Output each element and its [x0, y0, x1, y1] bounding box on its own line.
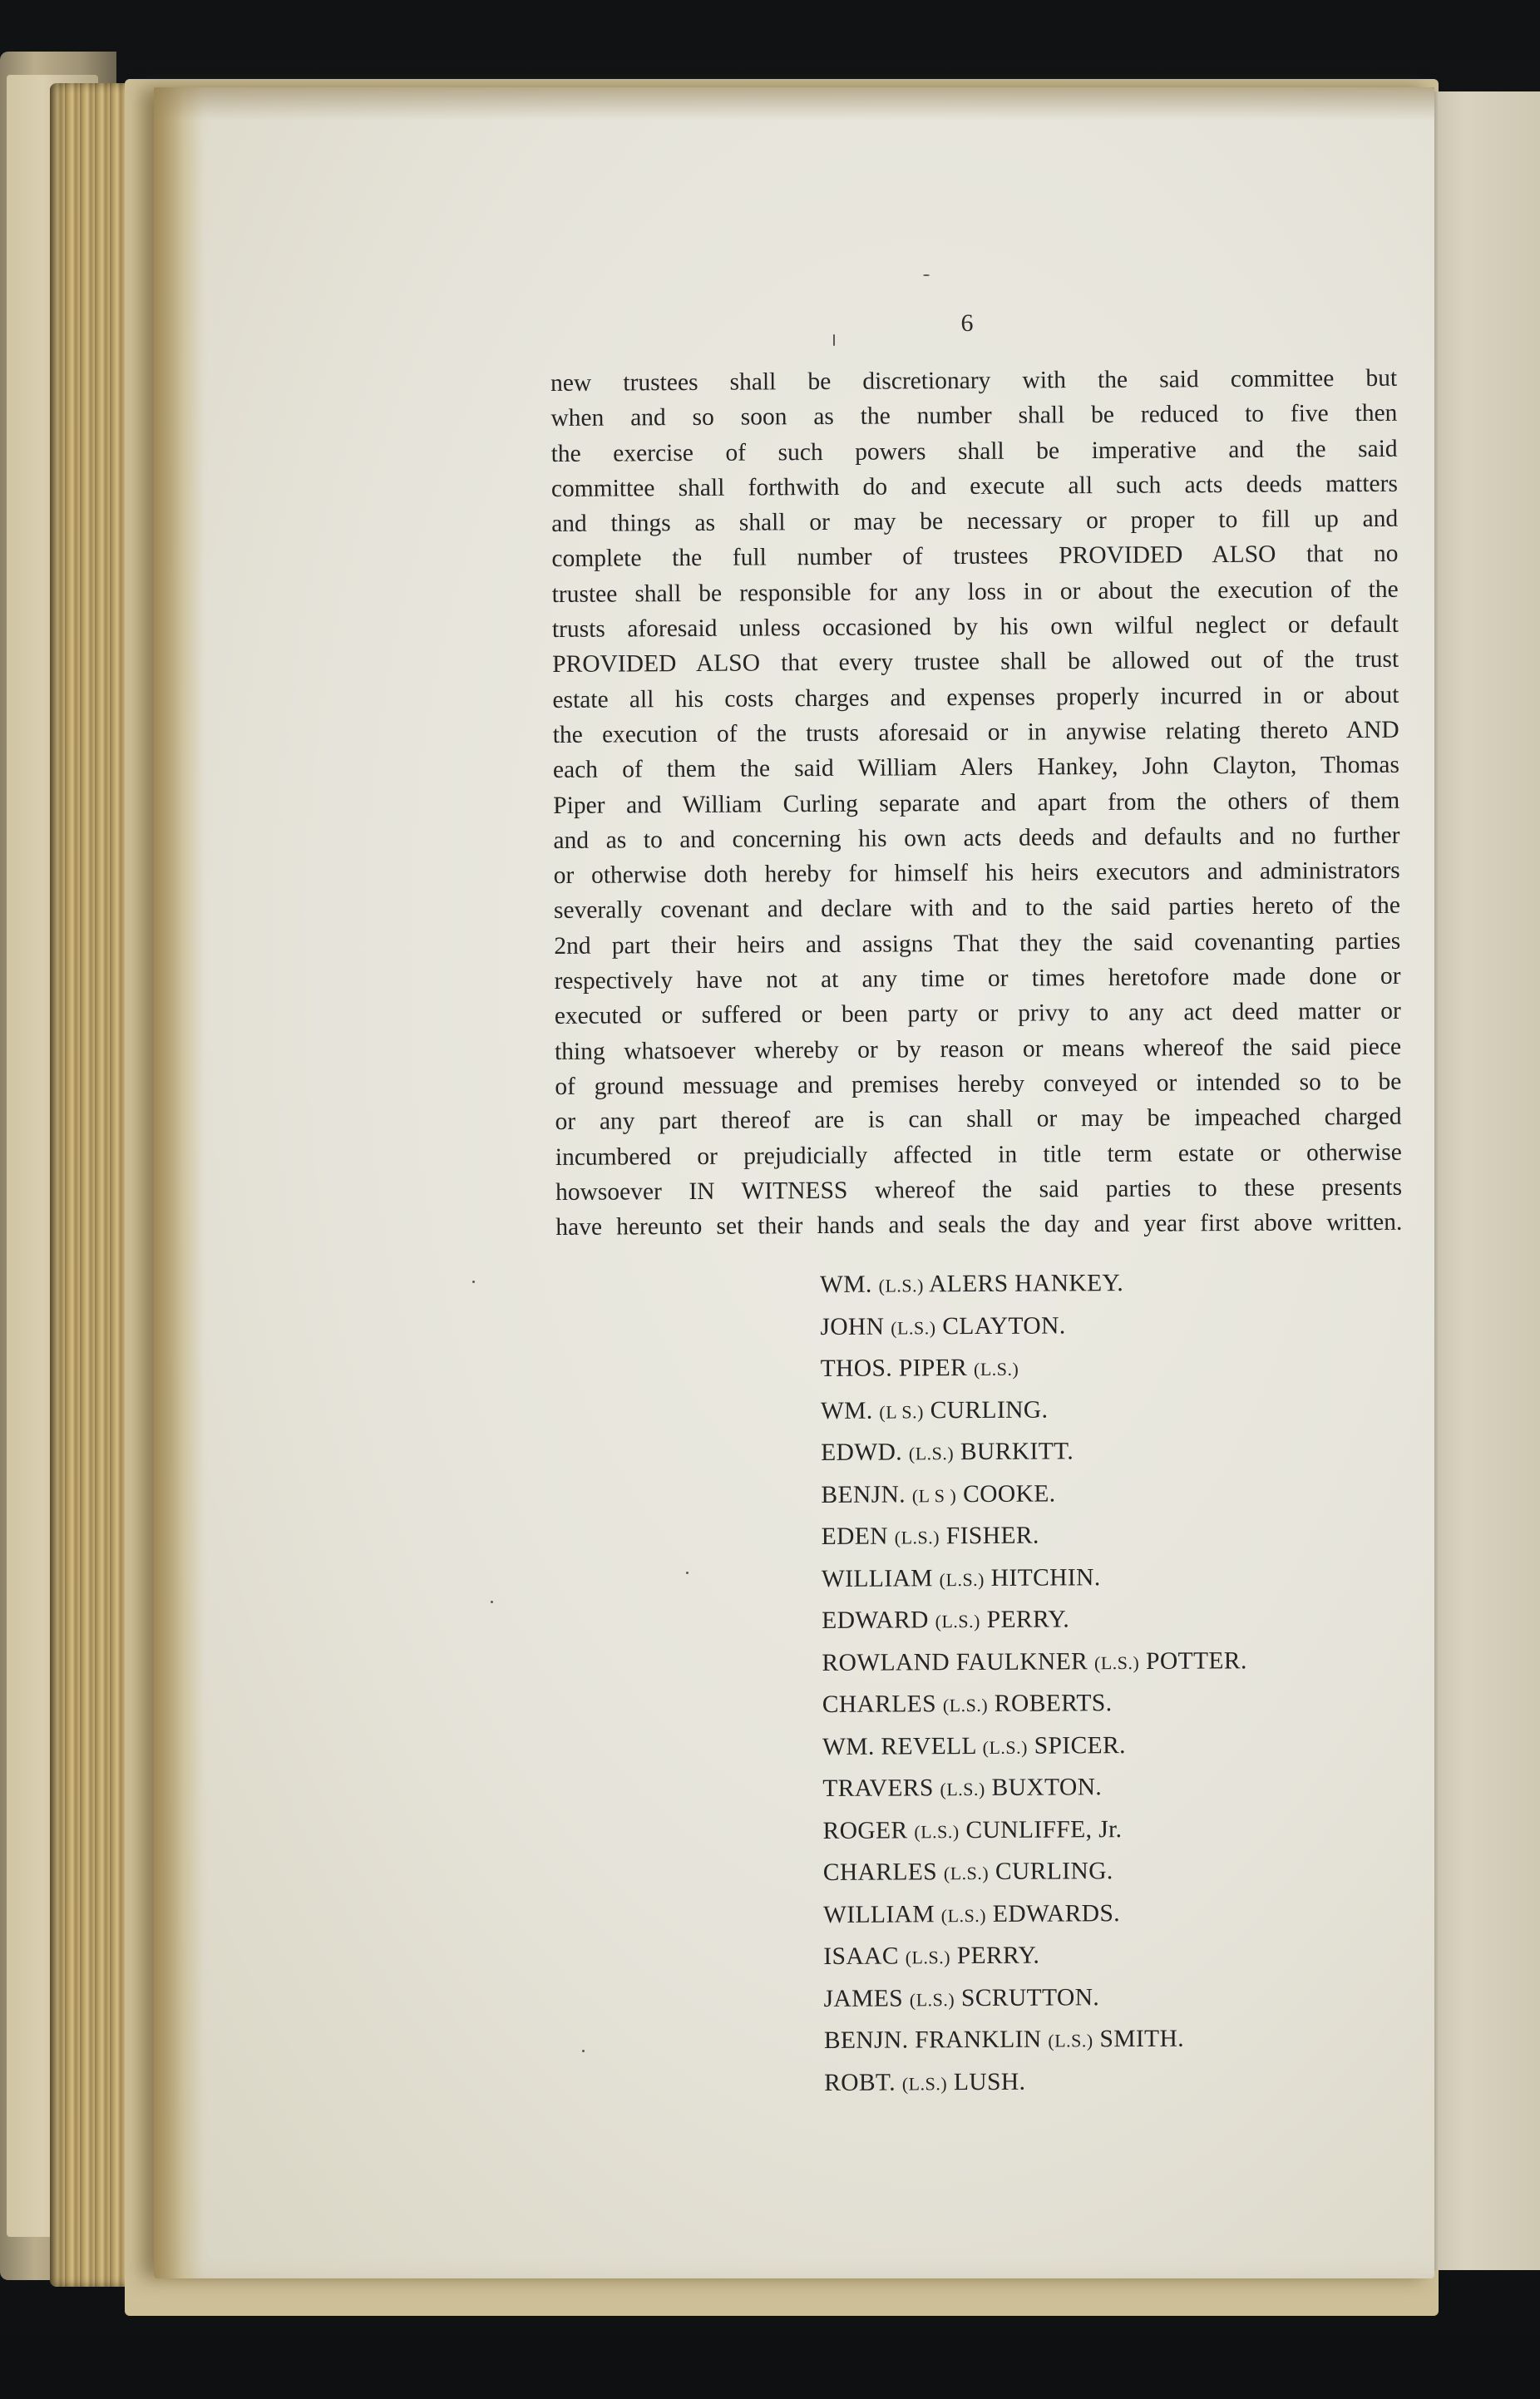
seal-mark: (L.S.) [878, 1275, 924, 1296]
seal-mark: (L.S.) [935, 1610, 981, 1632]
body-line: estate all his costs charges and expenses properly incurred in or about [552, 681, 1399, 713]
paper-mark [833, 334, 835, 346]
signature-line [822, 1555, 1404, 1600]
signatory-name-first: WM. REVELL [822, 1732, 976, 1760]
signatory-name-last: HITCHIN. [990, 1563, 1101, 1592]
body-line: and as to and concerning his own acts deeds and defaults and no further [553, 822, 1400, 854]
seal-mark: (L.S.) [940, 1778, 985, 1800]
signatory-name-first: EDWD. [821, 1439, 903, 1466]
signatory-name-first: CHARLES [822, 1691, 937, 1718]
signatory-name-last: PERRY. [956, 1942, 1040, 1970]
signatory-name-last: BURKITT. [960, 1438, 1074, 1466]
signature-line [822, 1681, 1404, 1725]
body-line: of ground messuage and premises hereby conveyed or intended so to be [555, 1068, 1402, 1100]
paper-speck [582, 2050, 585, 2052]
signatory-name-last: FISHER. [945, 1522, 1039, 1550]
body-line: and things as shall or may be necessary or proper to fill up and [551, 505, 1399, 538]
signatory-name-last: LUSH. [953, 2068, 1026, 2095]
signature-line [821, 1471, 1403, 1516]
signatory-name-first: ROBT. [824, 2069, 896, 2096]
seal-mark: (L S ) [911, 1484, 957, 1506]
seal-mark: (L.S.) [914, 1820, 960, 1842]
page-top-shadow [154, 87, 1434, 121]
signatory-name-last: PERRY. [986, 1606, 1070, 1633]
body-line: committee shall forthwith do and execute all such acts deeds matters [550, 470, 1398, 502]
signature-line [821, 1387, 1403, 1432]
signature-line [822, 1723, 1404, 1768]
signature-line [823, 1933, 1405, 1977]
seal-mark: (L.S.) [943, 1862, 990, 1884]
signatory-name-first: THOS. PIPER [820, 1355, 968, 1382]
signatory-name-last: ALERS HANKEY. [928, 1270, 1124, 1298]
signature-line [821, 1429, 1403, 1473]
signatory-name-first: WM. [820, 1397, 873, 1424]
signature-line [822, 1639, 1404, 1684]
signature-line [820, 1303, 1402, 1348]
signature-line [820, 1261, 1402, 1306]
signatory-name-last: COOKE. [963, 1480, 1056, 1508]
signatory-name-first: JOHN [820, 1313, 885, 1340]
seal-mark: (L.S.) [1048, 2030, 1093, 2051]
signatory-name-last: EDWARDS. [992, 1899, 1121, 1928]
body-line: severally covenant and declare with and to the said parties hereto of the [553, 892, 1401, 925]
seal-mark: (L.S.) [894, 1527, 940, 1548]
body-line: howsoever IN WITNESS whereof the said parties to these presents [555, 1173, 1403, 1206]
body-line: PROVIDED ALSO that every trustee shall be allowed out of the trust [552, 646, 1399, 679]
signature-line [822, 1513, 1404, 1557]
signatory-name-last: CUNLIFFE, Jr. [965, 1815, 1123, 1844]
signatory-name-first: JAMES [823, 1984, 904, 2012]
seal-mark: (L.S.) [940, 1904, 987, 1926]
seal-mark: (L.S.) [939, 1568, 985, 1590]
seal-mark: (L.S.) [905, 1947, 951, 1968]
signature-line [823, 1849, 1405, 1893]
signatory-name-first: EDEN [821, 1523, 889, 1550]
seal-mark: (L.S.) [942, 1694, 989, 1716]
signature-line [822, 1765, 1404, 1809]
signatory-name-first: WM. [820, 1271, 872, 1298]
deed-body-text [550, 361, 1402, 1246]
signatory-name-last: SCRUTTON. [960, 1983, 1100, 2012]
seal-mark: (L.S.) [909, 1988, 955, 2010]
signatory-name-last: SMITH. [1099, 2025, 1185, 2053]
body-line: or any part thereof are is can shall or may be impeached charged [555, 1103, 1402, 1136]
seal-mark: (L.S.) [908, 1443, 955, 1464]
seal-mark: (L.S.) [1093, 1651, 1140, 1673]
signatory-name-first: WILLIAM [823, 1900, 935, 1928]
seal-mark: (L.S.) [973, 1358, 1019, 1380]
signatory-name-first: WILLIAM [821, 1564, 933, 1592]
body-line: thing whatsoever whereby or by reason or means whereof the said piece [554, 1033, 1402, 1065]
signatory-name-first: EDWARD [822, 1607, 929, 1634]
body-line: trusts aforesaid unless occasioned by his own wilful neglect or default [551, 610, 1399, 644]
signatory-name-first: CHARLES [822, 1858, 938, 1886]
body-line: complete the full number of trustees PROVIDED ALSO that no [551, 541, 1399, 573]
signatory-name-first: ISAAC [823, 1942, 899, 1970]
signature-list [820, 1261, 1406, 2104]
body-line: new trustees shall be discretionary with the said committee but [550, 364, 1398, 397]
seal-mark: (L S.) [879, 1400, 924, 1423]
signatory-name-first: ROWLAND FAULKNER [822, 1647, 1088, 1676]
body-line: have hereunto set their hands and seals the day and year first above written. [555, 1208, 1403, 1241]
paper-mark [923, 274, 930, 276]
signatory-name-first: BENJN. FRANKLIN [823, 2026, 1042, 2054]
signatory-name-last: CLAYTON. [942, 1311, 1066, 1340]
signature-line [823, 1975, 1405, 2020]
paper-speck [686, 1572, 689, 1574]
signature-line [821, 1345, 1403, 1390]
seal-mark: (L.S.) [982, 1736, 1029, 1758]
signature-line [824, 2059, 1406, 2104]
signatory-name-last: CURLING. [995, 1858, 1113, 1885]
signature-line [822, 1807, 1404, 1852]
paper-speck [491, 1601, 493, 1603]
page-number: 6 [960, 309, 974, 337]
page-aged-edge [154, 87, 204, 2278]
signature-line [824, 2016, 1406, 2061]
signatory-name-first: TRAVERS [822, 1775, 934, 1802]
body-line: respectively have not at any time or times heretofore made done or [554, 962, 1401, 995]
signatory-name-last: BUXTON. [991, 1774, 1103, 1801]
seal-mark: (L.S.) [901, 2072, 948, 2094]
signatory-name-first: BENJN. [821, 1480, 906, 1508]
body-line: 2nd part their heirs and assigns That they the said covenanting parties [554, 927, 1401, 960]
body-line: Piper and William Curling separate and apart from the others of them [553, 787, 1400, 819]
body-line: each of them the said William Alers Hankey, John Clayton, Thomas [552, 752, 1400, 784]
body-line: incumbered or prejudicially affected in title term estate or otherwise [555, 1138, 1402, 1171]
body-line: when and so soon as the number shall be reduced to five then [550, 400, 1398, 432]
signatory-name-last: CURLING. [930, 1396, 1049, 1424]
signatory-name-last: SPICER. [1034, 1731, 1126, 1760]
signature-line [823, 1891, 1405, 1936]
signatory-name-last: POTTER. [1145, 1646, 1247, 1675]
body-line: the exercise of such powers shall be imperative and the said [550, 435, 1398, 467]
paper-speck [472, 1281, 475, 1283]
seal-mark: (L.S.) [891, 1316, 936, 1339]
body-line: executed or suffered or been party or privy to any act deed matter or [554, 998, 1401, 1030]
signatory-name-last: ROBERTS. [994, 1690, 1113, 1717]
body-line: or otherwise doth hereby for himself his heirs executors and administrators [553, 856, 1400, 890]
body-line: trustee shall be responsible for any loss in or about the execution of the [551, 575, 1399, 608]
signatory-name-first: ROGER [822, 1816, 908, 1844]
body-line: the execution of the trusts aforesaid or in anywise relating thereto AND [552, 716, 1399, 748]
signature-line [822, 1597, 1404, 1641]
